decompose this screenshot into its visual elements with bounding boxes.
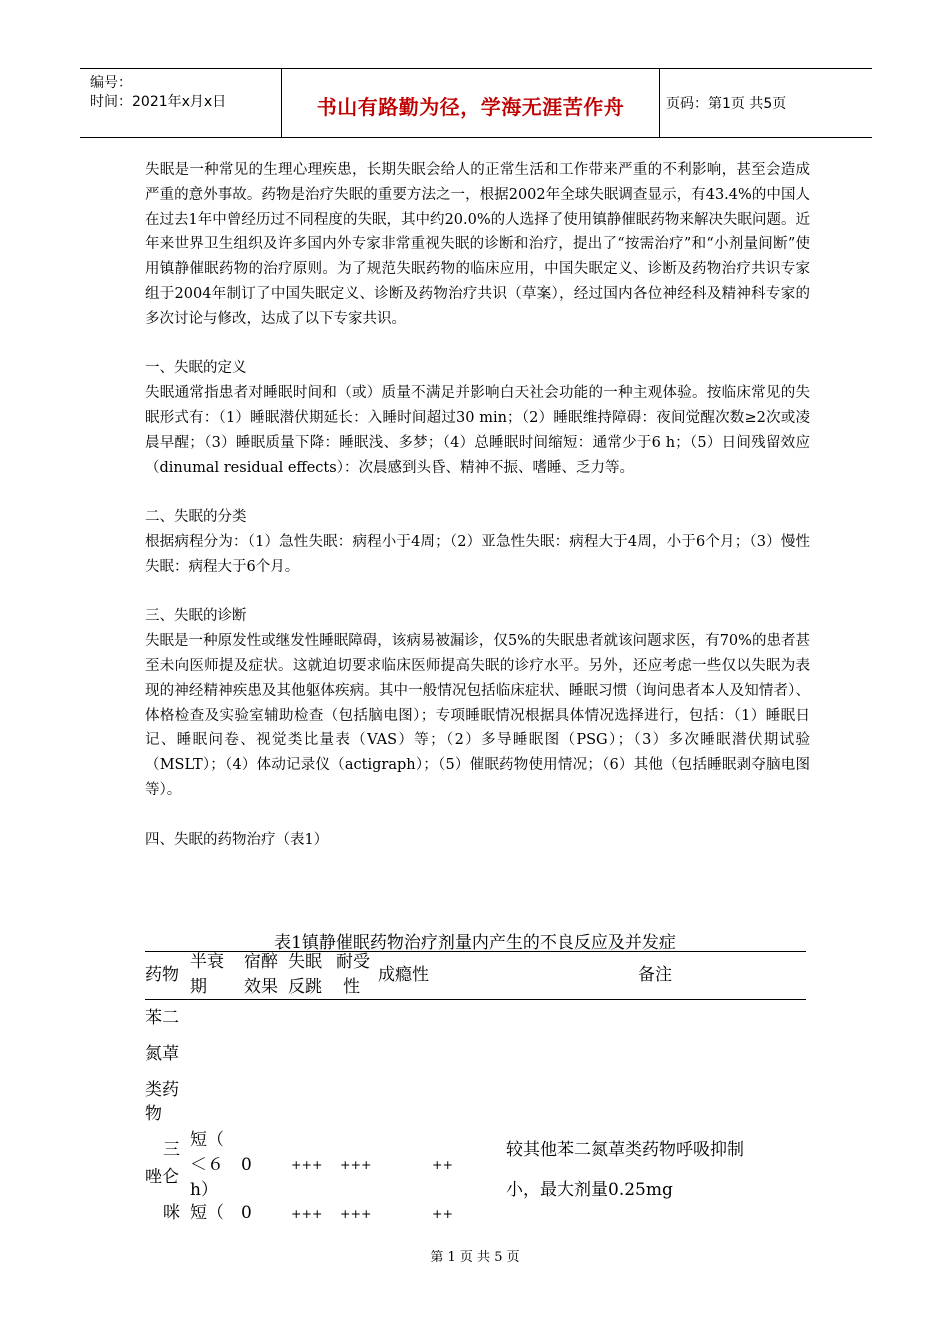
page-footer: 第 1 页 共 5 页 — [430, 1250, 520, 1265]
col-header-addiction: 成瘾性 — [378, 965, 429, 985]
header-motto-cell — [282, 69, 660, 137]
intro-paragraph: 失眠是一种常见的生理心理疾患，长期失眠会给人的正常生活和工作带来严重的不利影响，甚至会造成严重的意外事故。药物是治疗失眠的重要方法之一，根据2002年全球失眠调查显示，有43.4%的中国人在过去1年中曾经历过不同程度的失眠，其中约20.0%的人选择了使用镇静催眠药物来解决失眠问题。近年来世界卫生组织及许多国内外专家非常重视失眠的诊断和治疗，提出了“按需治疗”和“小剂量间断”使用镇静催眠药物的治疗原则。为了规范失眠药物的临床应用，中国失眠定义、诊断及药物治疗共识专家组于2004年制订了中国失眠定义、诊断及药物治疗共识（草案），经过国内各位神经科及精神科专家的多次讨论与修改，达成了以下专家共识。 — [145, 162, 810, 327]
section-heading-definition: 一、失眠的定义 — [145, 360, 247, 377]
col-header-halflife-2: 期 — [190, 977, 207, 997]
row2-rebound: +++ — [291, 1206, 323, 1221]
col-header-tolerance-2: 性 — [343, 977, 360, 997]
col-header-hangover-2: 效果 — [244, 977, 278, 997]
col-header-hangover-1: 宿醉 — [244, 952, 278, 972]
row1-drug-line-2: 唑仑 — [145, 1167, 179, 1187]
category-line-4: 物 — [145, 1104, 162, 1124]
row2-addiction: ++ — [432, 1206, 453, 1221]
motto: 书山有路勤为径，学海无涯苦作舟 — [316, 95, 625, 119]
row1-drug-line-1: 三 — [163, 1140, 180, 1160]
col-header-remarks: 备注 — [638, 965, 672, 985]
category-line-3: 类药 — [145, 1080, 179, 1100]
header-page-cell — [660, 69, 872, 137]
col-header-rebound-2: 反跳 — [288, 977, 322, 997]
row1-remark-line-2: 小，最大剂量0.25mg — [506, 1180, 673, 1200]
row2-halflife-line-1: 短（ — [190, 1203, 224, 1223]
document-body — [145, 158, 810, 852]
section-body-diagnosis: 失眠是一种原发性或继发性睡眠障碍，该病易被漏诊，仅5%的失眠患者就该问题求医，有70%的患者甚至未向医师提及症状。这就迫切要求临床医师提高失眠的诊疗水平。另外，还应考虑一些仅以失眠为表现的神经精神疾患及其他躯体疾病。其中一般情况包括临床症状、睡眠习惯（询问患者本人及知情者）、体格检查及实验室辅助检查（包括脑电图）；专项睡眠情况根据具体情况选择进行，包括：（1）睡眠日记、睡眠问卷、视觉类比量表（VAS）等；（2）多导睡眠图（PSG）；（3）多次睡眠潜伏期试验（MSLT）；（4）体动记录仪（actigraph）；（5）催眠药物使用情况；（6）其他（包括睡眠剥夺脑电图等）。 — [145, 633, 810, 798]
section-body-classification: 根据病程分为：（1）急性失眠：病程小于4周；（2）亚急性失眠：病程大于4周，小于6个月；（3）慢性失眠：病程大于6个月。 — [145, 533, 810, 575]
row2-hangover: 0 — [241, 1203, 252, 1223]
row2-tolerance: +++ — [340, 1206, 372, 1221]
category-line-1: 苯二 — [145, 1008, 179, 1028]
col-header-drug: 药物 — [145, 965, 179, 985]
row1-hangover: 0 — [241, 1155, 252, 1175]
document-number: 编号： — [90, 75, 132, 91]
section-body-definition: 失眠通常指患者对睡眠时间和（或）质量不满足并影响白天社会功能的一种主观体验。按临床常见的失眠形式有：（1）睡眠潜伏期延长：入睡时间超过30 min；（2）睡眠维持障碍：夜间觉醒次数≥2次或凌晨早醒；（3）睡眠质量下降：睡眠浅、多梦；（4）总睡眠时间缩短：通常少于6 h；（5）日间残留效应（dinumal residual effects）：次晨感到头昏、精神不振、嗜睡、乏力等。 — [145, 385, 810, 476]
section-heading-classification: 二、失眠的分类 — [145, 509, 247, 526]
row1-tolerance: +++ — [340, 1157, 372, 1172]
row1-halflife-line-3: h） — [190, 1180, 218, 1200]
document-date: 时间：2021年x月x日 — [90, 94, 227, 110]
row1-remark-line-1: 较其他苯二氮䓬类药物呼吸抑制 — [506, 1140, 744, 1160]
row1-rebound: +++ — [291, 1157, 323, 1172]
table-title: 表1镇静催眠药物治疗剂量内产生的不良反应及并发症 — [274, 933, 676, 953]
row1-halflife-line-2: ＜６ — [190, 1155, 224, 1175]
section-heading-diagnosis: 三、失眠的诊断 — [145, 608, 247, 625]
col-header-rebound-1: 失眠 — [288, 952, 322, 972]
page-header — [80, 68, 872, 138]
section-heading-treatment: 四、失眠的药物治疗（表1） — [145, 831, 329, 848]
row1-addiction: ++ — [432, 1157, 453, 1172]
row2-drug-line-1: 咪 — [163, 1203, 180, 1223]
col-header-halflife-1: 半衰 — [190, 952, 224, 972]
header-meta — [80, 69, 282, 137]
category-line-2: 氮䓬 — [145, 1044, 179, 1064]
col-header-tolerance-1: 耐受 — [336, 952, 370, 972]
row1-halflife-line-1: 短（ — [190, 1130, 224, 1150]
page-number: 页码：第1页 共5页 — [666, 96, 787, 112]
